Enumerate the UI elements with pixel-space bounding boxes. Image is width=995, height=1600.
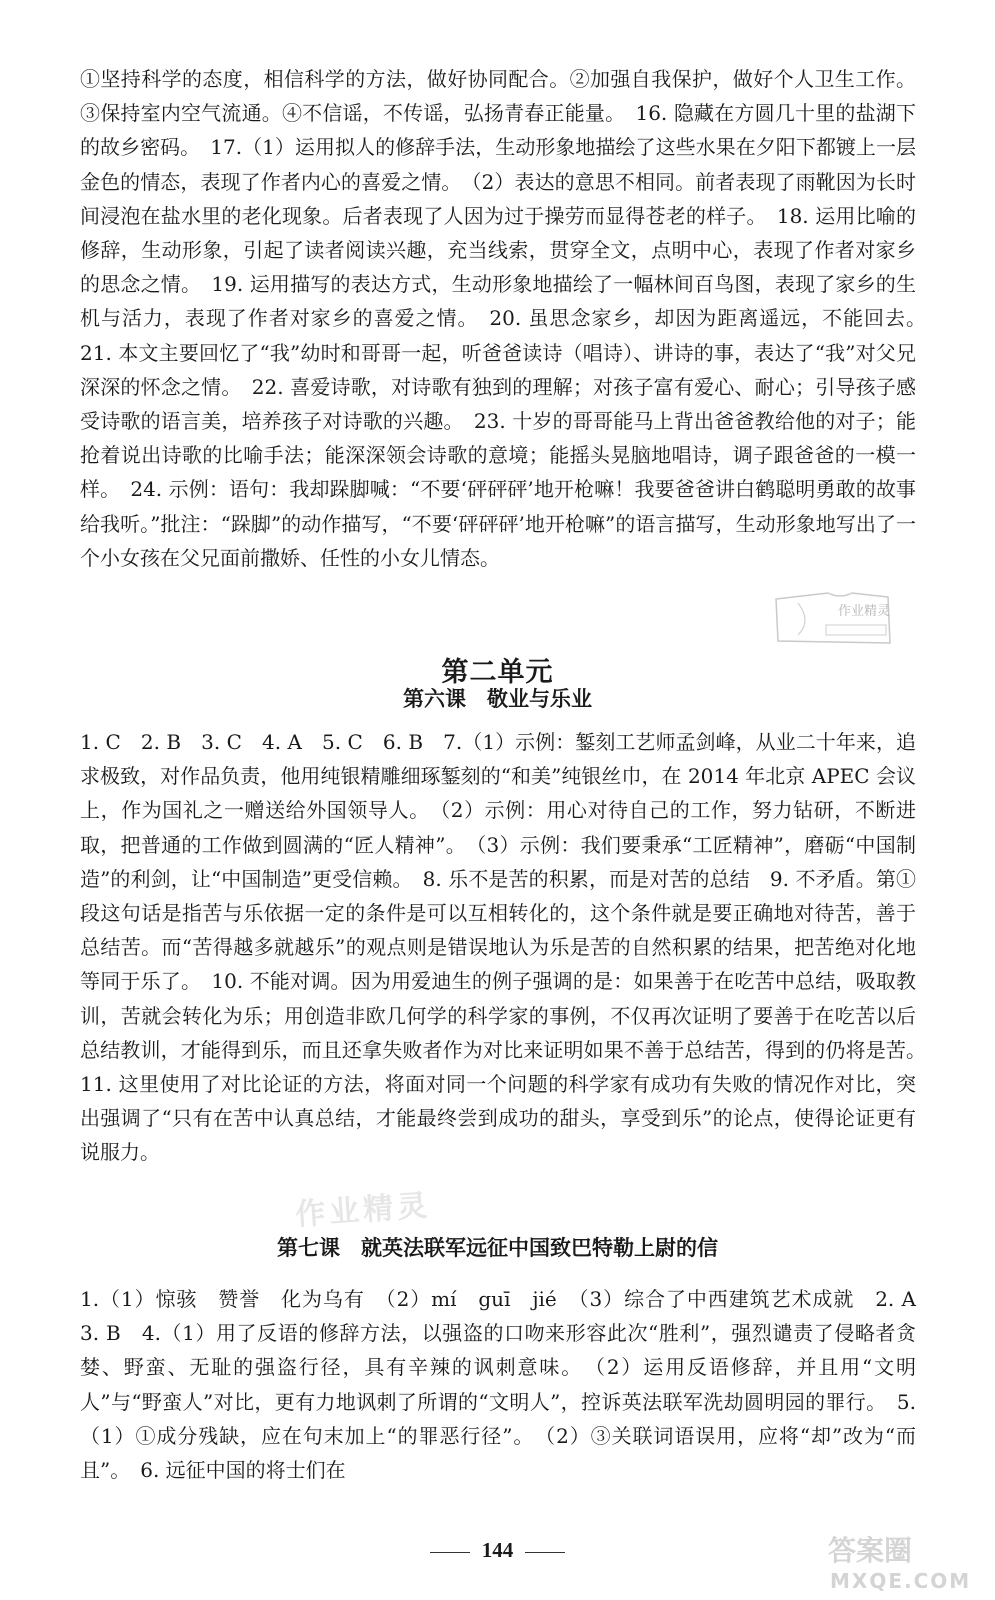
- site-logo: [820, 1530, 980, 1596]
- watermark-text: 作业精灵: [294, 1188, 433, 1233]
- page-number-text: 144: [481, 1538, 514, 1562]
- dash-right: [525, 1552, 565, 1553]
- unit-title: 第二单元: [441, 657, 554, 688]
- svg-text:答案圈: 答案圈: [828, 1534, 913, 1567]
- svg-text:作业精灵: 作业精灵: [838, 604, 891, 619]
- lesson-6-title: 第六课 敬业与乐业: [403, 687, 592, 711]
- svg-text:MXQE.COM: MXQE.COM: [830, 1569, 972, 1593]
- dash-left: [430, 1552, 470, 1553]
- lesson-6-answers: 1. C 2. B 3. C 4. A 5. C 6. B 7.（1）示例：錾刻工艺师孟剑峰，从业二十年来，追求极致，对作品负责，他用纯银精雕细琢錾刻的“和美”纯银丝巾，在 2014 年北京 APEC 会议上，作为国礼之一赠送给外国领导人。 （2）示例：用心对待自己的工作，努力钻研，不断进取，把普通的工作做到圆满的“匠人精神”。 （3）示例：我们要秉承“工匠精神”，磨砺“中国制造”的利剑，让“中国制造”更受信赖。 8. 乐不是苦的积累，而是对苦的总结 9. 不矛盾。第①段这句话是指苦与乐依据一定的条件是可以互相转化的，这个条件就是要正确地对待苦，善于总结苦。而“苦得越多就越乐”的观点则是错误地认为乐是苦的自然积累的结果，把苦绝对化地等同于乐了。 10. 不能对调。因为用爱迪生的例子强调的是：如果善于在吃苦中总结，吸取教训，苦就会转化为乐；用创造非欧几何学的科学家的事例，不仅再次证明了要善于在吃苦以后总结教训，才能得到乐，而且还拿失败者作为对比来证明如果不善于总结苦，得到的仍将是苦。 11. 这里使用了对比论证的方法，将面对同一个问题的科学家有成功有失败的情况作对比，突出强调了“只有在苦中认真总结，才能最终尝到成功的甜头，享受到乐”的论点，使得论证更有说服力。: [80, 730, 936, 1165]
- watermark-stamp: [768, 585, 896, 649]
- answers-paragraph-1: ①坚持科学的态度，相信科学的方法，做好协同配合。②加强自我保护，做好个人卫生工作。③保持室内空气流通。④不信谣，不传谣，弘扬青春正能量。 16. 隐藏在方圆几十里的盐湖下的故乡密码。 17.（1）运用拟人的修辞手法，生动形象地描绘了这些水果在夕阳下都镀上一层金色的情态，表现了作者内心的喜爱之情。 （2）表达的意思不相同。前者表现了雨靴因为长时间浸泡在盐水里的老化现象。后者表现了人因为过于操劳而显得苍老的样子。 18. 运用比喻的修辞，生动形象，引起了读者阅读兴趣，充当线索，贯穿全文，点明中心，表现了作者对家乡的思念之情。 19. 运用描写的表达方式，生动形象地描绘了一幅林间百鸟图，表现了家乡的生机与活力，表现了作者对家乡的喜爱之情。 20. 虽思念家乡，却因为距离遥远，不能回去。 21. 本文主要回忆了“我”幼时和哥哥一起，听爸爸读诗（唱诗）、讲诗的事，表达了“我”对父兄深深的怀念之情。 22. 喜爱诗歌，对诗歌有独到的理解；对孩子富有爱心、耐心；引导孩子感受诗歌的语言美，培养孩子对诗歌的兴趣。 23. 十岁的哥哥能马上背出爸爸教给他的对子；能抢着说出诗歌的比喻手法；能深深领会诗歌的意境；能摇头晃脑地唱诗，调子跟爸爸的一模一样。 24. 示例：语句：我却跺脚喊：“不要‘砰砰砰’地开枪嘛！我要爸爸讲白鹤聪明勇敢的故事给我听。”批注：“跺脚”的动作描写，“不要‘砰砰砰’地开枪嘛”的语言描写，生动形象地写出了一个小女孩在父兄面前撒娇、任性的小女儿情态。: [80, 67, 936, 570]
- lesson-7-title: 第七课 就英法联军远征中国致巴特勒上尉的信: [277, 1236, 718, 1260]
- lesson-7-answers: 1.（1）惊骇 赞誉 化为乌有 （2）mí guī jié （3）综合了中西建筑艺术成就 2. A 3. B 4.（1）用了反语的修辞方法，以强盗的口吻来形容此次“胜利”，强烈谴责了侵略者贪婪、野蛮、无耻的强盗行径，具有辛辣的讽刺意味。 （2）运用反语修辞，并且用“文明人”与“野蛮人”对比，更有力地讽刺了所谓的“文明人”，控诉英法联军洗劫圆明园的罪行。 5.（1）①成分残缺，应在句末加上“的罪恶行径”。 （2）③关联词语误用，应将“却”改为“而且”。 6. 远征中国的将士们在: [80, 1287, 936, 1483]
